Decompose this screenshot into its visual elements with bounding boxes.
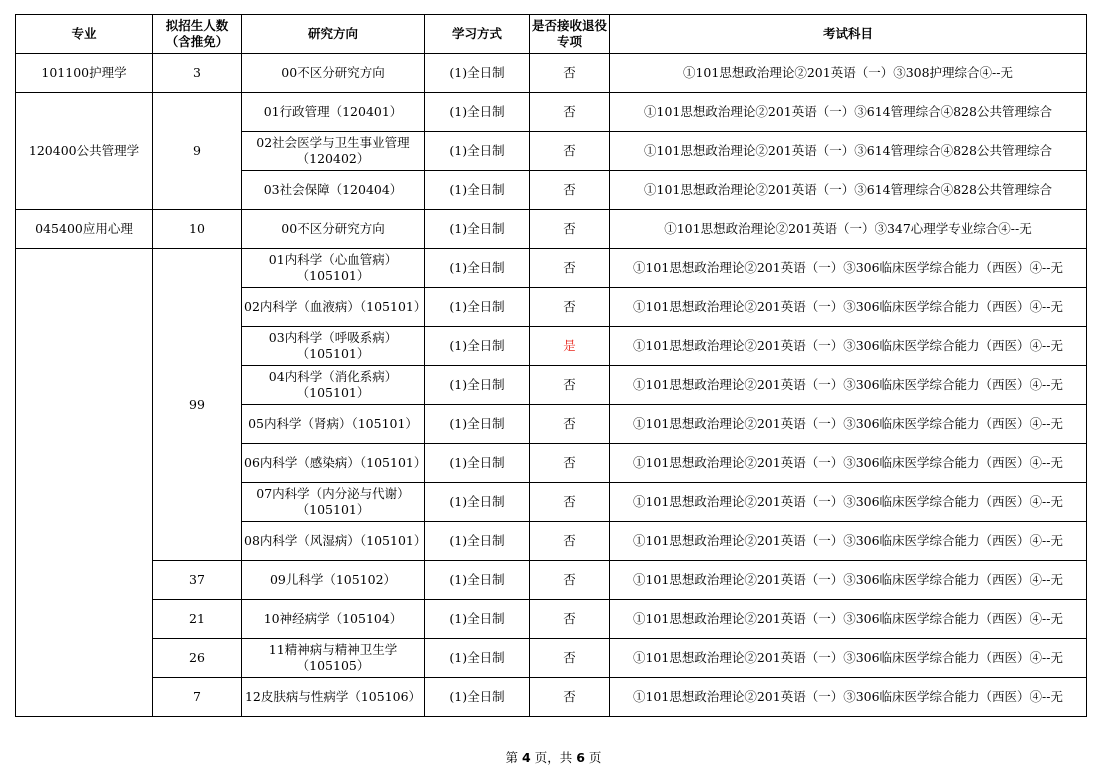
exam-cell: ①101思想政治理论②201英语（一）③306临床医学综合能力（西医）④--无 (610, 327, 1087, 366)
major-cell: 045400应用心理 (16, 210, 153, 249)
table-row (16, 249, 1087, 288)
mode-cell: (1)全日制 (425, 132, 530, 171)
direction-cell: 12皮肤病与性病学（105106） (242, 678, 425, 717)
direction-cell: 05内科学（肾病）（105101） (242, 405, 425, 444)
quota-cell: 7 (153, 678, 242, 717)
header-major: 专业 (16, 15, 153, 54)
exam-cell: ①101思想政治理论②201英语（一）③306临床医学综合能力（西医）④--无 (610, 522, 1087, 561)
direction-cell: 07内科学（内分泌与代谢）（105101） (242, 483, 425, 522)
quota-cell: 10 (153, 210, 242, 249)
mode-cell: (1)全日制 (425, 444, 530, 483)
mode-cell: (1)全日制 (425, 639, 530, 678)
exam-cell: ①101思想政治理论②201英语（一）③306临床医学综合能力（西医）④--无 (610, 639, 1087, 678)
special-cell: 否 (530, 522, 610, 561)
direction-cell: 03社会保障（120404） (242, 171, 425, 210)
mode-cell: (1)全日制 (425, 600, 530, 639)
mode-cell: (1)全日制 (425, 249, 530, 288)
quota-cell: 99 (153, 249, 242, 561)
table-row (16, 561, 1087, 600)
special-cell: 否 (530, 249, 610, 288)
table-header-row (16, 15, 1087, 54)
exam-cell: ①101思想政治理论②201英语（一）③306临床医学综合能力（西医）④--无 (610, 405, 1087, 444)
direction-cell: 08内科学（风湿病）（105101） (242, 522, 425, 561)
special-cell: 否 (530, 483, 610, 522)
special-cell: 否 (530, 366, 610, 405)
quota-cell: 37 (153, 561, 242, 600)
special-cell: 否 (530, 444, 610, 483)
footer-suffix: 页 (588, 750, 602, 765)
direction-cell: 11精神病与精神卫生学（105105） (242, 639, 425, 678)
header-direction: 研究方向 (242, 15, 425, 54)
exam-cell: ①101思想政治理论②201英语（一）③306临床医学综合能力（西医）④--无 (610, 249, 1087, 288)
footer-middle: 页，共 (534, 750, 573, 765)
exam-cell: ①101思想政治理论②201英语（一）③306临床医学综合能力（西医）④--无 (610, 444, 1087, 483)
table-row (16, 678, 1087, 717)
exam-cell: ①101思想政治理论②201英语（一）③614管理综合④828公共管理综合 (610, 93, 1087, 132)
direction-cell: 10神经病学（105104） (242, 600, 425, 639)
major-cell: 120400公共管理学 (16, 93, 153, 210)
quota-cell: 3 (153, 54, 242, 93)
quota-cell: 26 (153, 639, 242, 678)
mode-cell: (1)全日制 (425, 561, 530, 600)
footer-page-number: 4 (522, 750, 531, 765)
special-cell: 否 (530, 405, 610, 444)
mode-cell: (1)全日制 (425, 54, 530, 93)
direction-cell: 04内科学（消化系病）（105101） (242, 366, 425, 405)
major-cell: 101100护理学 (16, 54, 153, 93)
table-row (16, 54, 1087, 93)
special-cell: 否 (530, 54, 610, 93)
special-cell: 否 (530, 678, 610, 717)
mode-cell: (1)全日制 (425, 288, 530, 327)
mode-cell: (1)全日制 (425, 366, 530, 405)
header-exam: 考试科目 (610, 15, 1087, 54)
mode-cell: (1)全日制 (425, 327, 530, 366)
exam-cell: ①101思想政治理论②201英语（一）③306临床医学综合能力（西医）④--无 (610, 288, 1087, 327)
direction-cell: 01行政管理（120401） (242, 93, 425, 132)
direction-cell: 06内科学（感染病）（105101） (242, 444, 425, 483)
mode-cell: (1)全日制 (425, 483, 530, 522)
direction-cell: 02内科学（血液病）（105101） (242, 288, 425, 327)
table-row (16, 600, 1087, 639)
mode-cell: (1)全日制 (425, 405, 530, 444)
special-cell: 否 (530, 171, 610, 210)
table-row (16, 93, 1087, 132)
direction-cell: 09儿科学（105102） (242, 561, 425, 600)
footer-total-pages: 6 (576, 750, 585, 765)
special-cell: 否 (530, 132, 610, 171)
direction-cell: 03内科学（呼吸系病）（105101） (242, 327, 425, 366)
exam-cell: ①101思想政治理论②201英语（一）③306临床医学综合能力（西医）④--无 (610, 366, 1087, 405)
special-cell: 否 (530, 639, 610, 678)
exam-cell: ①101思想政治理论②201英语（一）③306临床医学综合能力（西医）④--无 (610, 600, 1087, 639)
quota-cell: 9 (153, 93, 242, 210)
footer-prefix: 第 (505, 750, 519, 765)
direction-cell: 01内科学（心血管病）（105101） (242, 249, 425, 288)
major-cell (16, 249, 153, 717)
header-quota: 拟招生人数（含推免） (153, 15, 242, 54)
special-cell: 否 (530, 288, 610, 327)
special-cell: 否 (530, 93, 610, 132)
admissions-table (15, 14, 1087, 717)
special-cell-highlight: 是 (530, 327, 610, 366)
exam-cell: ①101思想政治理论②201英语（一）③306临床医学综合能力（西医）④--无 (610, 483, 1087, 522)
special-cell: 否 (530, 600, 610, 639)
table-row (16, 639, 1087, 678)
direction-cell: 02社会医学与卫生事业管理（120402） (242, 132, 425, 171)
direction-cell: 00不区分研究方向 (242, 210, 425, 249)
mode-cell: (1)全日制 (425, 522, 530, 561)
header-mode: 学习方式 (425, 15, 530, 54)
mode-cell: (1)全日制 (425, 93, 530, 132)
mode-cell: (1)全日制 (425, 678, 530, 717)
quota-cell: 21 (153, 600, 242, 639)
table-row (16, 210, 1087, 249)
exam-cell: ①101思想政治理论②201英语（一）③306临床医学综合能力（西医）④--无 (610, 561, 1087, 600)
direction-cell: 00不区分研究方向 (242, 54, 425, 93)
special-cell: 否 (530, 210, 610, 249)
exam-cell: ①101思想政治理论②201英语（一）③614管理综合④828公共管理综合 (610, 132, 1087, 171)
exam-cell: ①101思想政治理论②201英语（一）③308护理综合④--无 (610, 54, 1087, 93)
mode-cell: (1)全日制 (425, 210, 530, 249)
mode-cell: (1)全日制 (425, 171, 530, 210)
special-cell: 否 (530, 561, 610, 600)
exam-cell: ①101思想政治理论②201英语（一）③614管理综合④828公共管理综合 (610, 171, 1087, 210)
exam-cell: ①101思想政治理论②201英语（一）③306临床医学综合能力（西医）④--无 (610, 678, 1087, 717)
header-special: 是否接收退役专项 (530, 15, 610, 54)
exam-cell: ①101思想政治理论②201英语（一）③347心理学专业综合④--无 (610, 210, 1087, 249)
page-footer (0, 748, 1107, 766)
